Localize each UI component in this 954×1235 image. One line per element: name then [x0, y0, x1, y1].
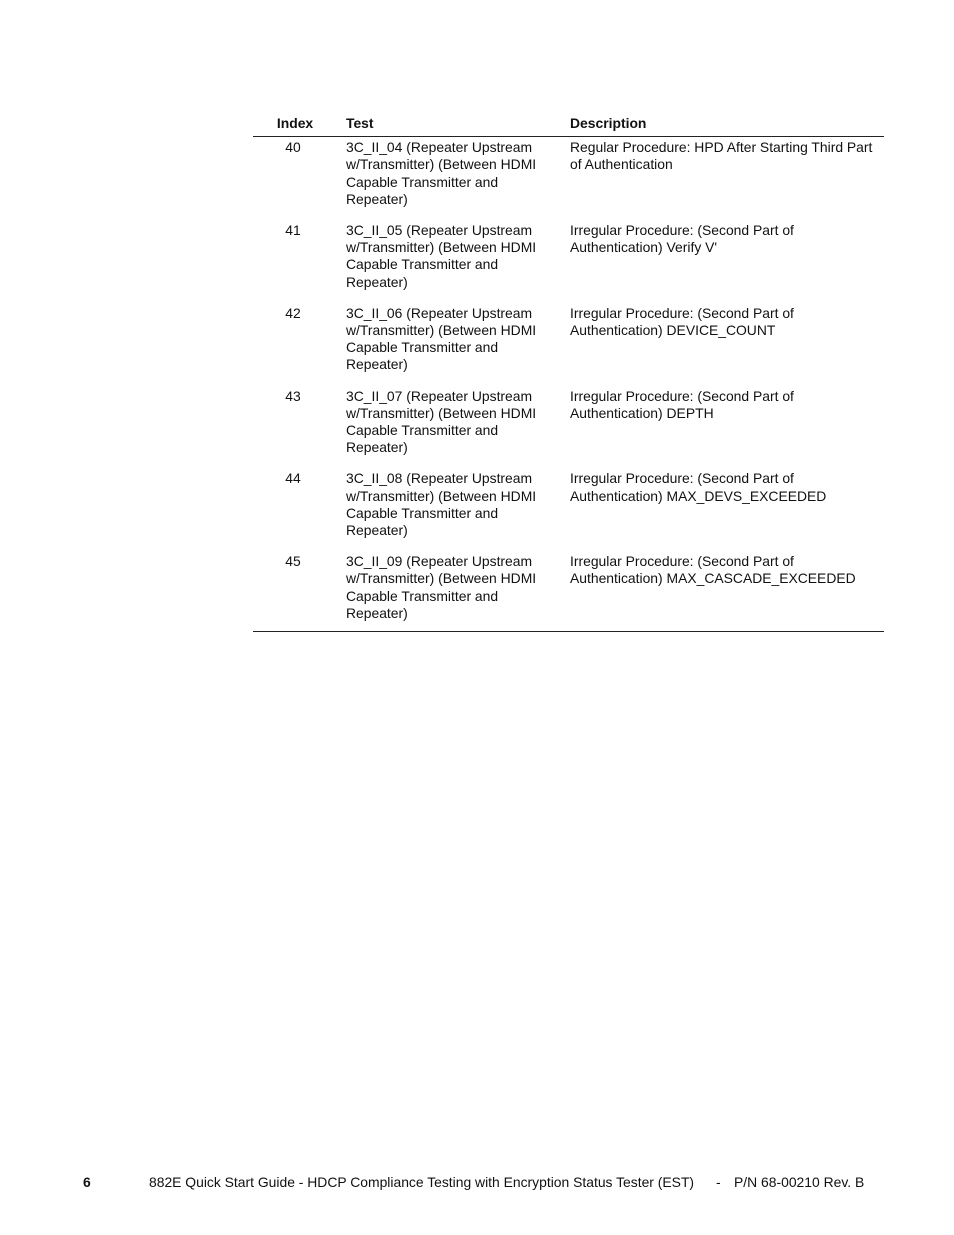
table-body	[253, 137, 884, 632]
cell-index: 44	[285, 470, 301, 487]
cell-test: 3C_II_08 (Repeater Upstream w/Transmitter) (Between HDMI Capable Transmitter and Repeater)	[346, 470, 537, 539]
cell-description: Irregular Procedure: (Second Part of Authentication) MAX_DEVS_EXCEEDED	[570, 470, 827, 504]
table-row	[253, 220, 884, 303]
cell-index: 43	[285, 387, 301, 404]
cell-test: 3C_II_06 (Repeater Upstream w/Transmitter) (Between HDMI Capable Transmitter and Repeater)	[346, 304, 537, 373]
cell-description: Irregular Procedure: (Second Part of Authentication) Verify V'	[570, 222, 794, 256]
cell-test: 3C_II_04 (Repeater Upstream w/Transmitter) (Between HDMI Capable Transmitter and Repeater)	[346, 139, 537, 207]
footer-separator: -	[716, 1174, 721, 1190]
table-row	[253, 386, 884, 469]
footer-title: 882E Quick Start Guide - HDCP Compliance Testing with Encryption Status Tester (EST)	[149, 1174, 695, 1190]
header-description: Description	[561, 113, 884, 137]
cell-test: 3C_II_09 (Repeater Upstream w/Transmitter) (Between HDMI Capable Transmitter and Repeater)	[337, 551, 561, 631]
table-header	[253, 113, 884, 137]
cell-description: Irregular Procedure: (Second Part of Authentication) MAX_CASCADE_EXCEEDED	[561, 551, 884, 631]
table-row	[253, 137, 884, 220]
header-test: Test	[337, 113, 561, 137]
table-row	[253, 551, 884, 631]
header-row	[253, 113, 884, 137]
table-row	[253, 468, 884, 551]
cell-description: Regular Procedure: HPD After Starting Third Part of Authentication	[570, 139, 873, 173]
table-row	[253, 303, 884, 386]
cell-test: 3C_II_05 (Repeater Upstream w/Transmitter) (Between HDMI Capable Transmitter and Repeater)	[346, 222, 537, 290]
test-table	[253, 113, 884, 632]
cell-test: 3C_II_07 (Repeater Upstream w/Transmitter) (Between HDMI Capable Transmitter and Repeater)	[346, 387, 537, 456]
header-index: Index	[253, 113, 337, 137]
cell-description: Irregular Procedure: (Second Part of Authentication) DEVICE_COUNT	[570, 304, 794, 339]
footer-part-number: P/N 68-00210 Rev. B	[734, 1174, 865, 1190]
cell-description: Irregular Procedure: (Second Part of Authentication) DEPTH	[570, 387, 794, 421]
cell-index: 42	[285, 304, 301, 321]
cell-index: 41	[285, 222, 301, 239]
page-number: 6	[83, 1174, 91, 1190]
cell-index: 40	[285, 139, 301, 156]
cell-index: 45	[253, 551, 337, 631]
